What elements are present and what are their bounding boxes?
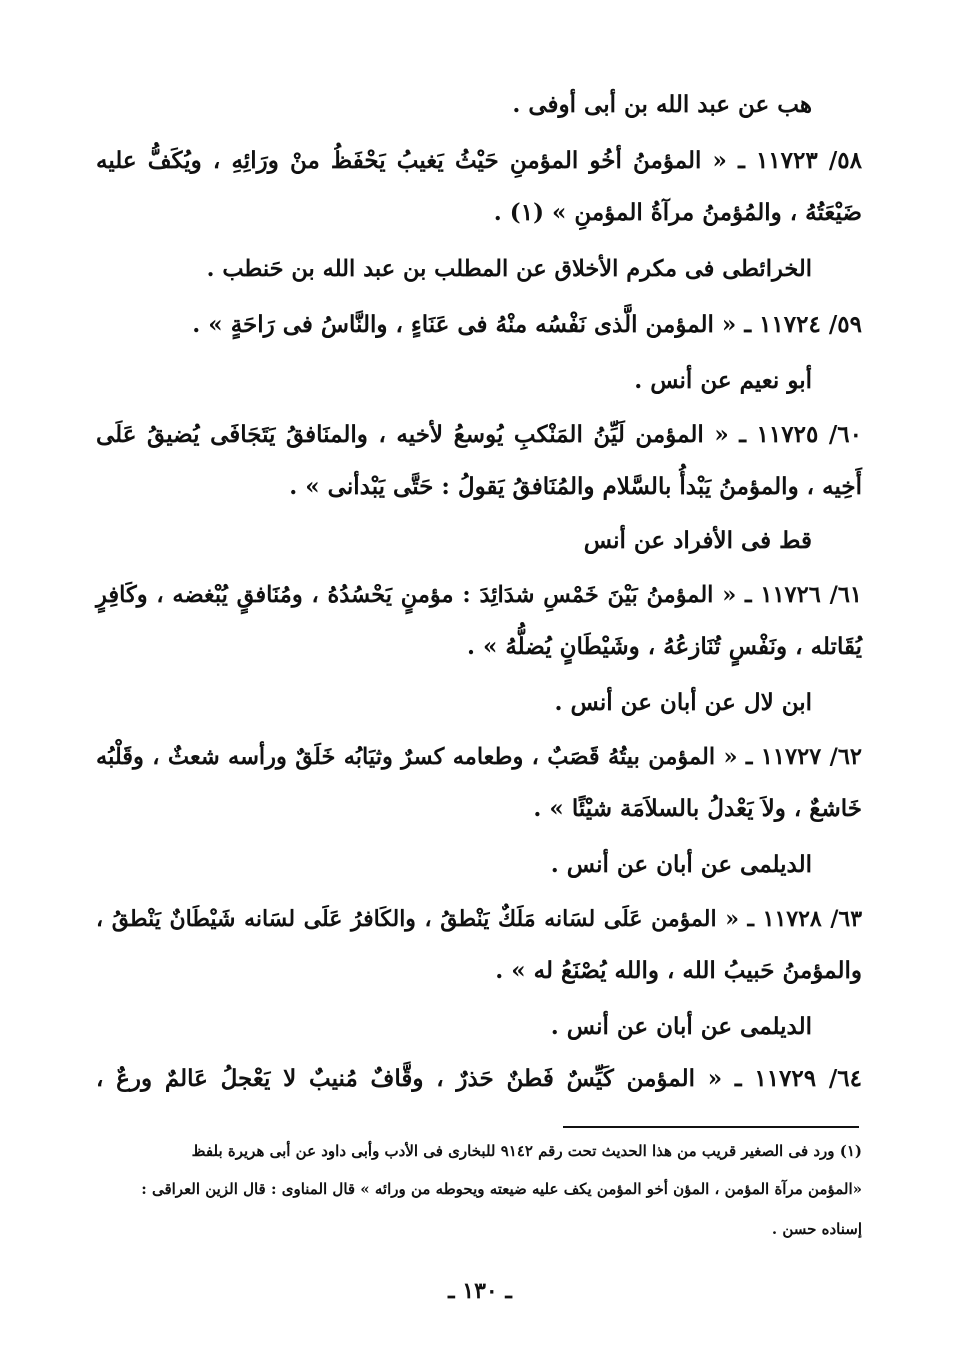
page-number: ـ ١٣٠ ـ <box>448 1278 512 1304</box>
footnote-line: (١) ورد فى الصغير قريب من هذا الحديث تحت رقم ٩١٤٢ للبخارى فى الأدب وأبى داود عن أبى هريرة بلفظ <box>191 1142 862 1160</box>
hadith-line: ٥٨/ ١١٧٢٣ ـ « المؤمنُ أخُو المؤمنِ حَيْثُ يَغيبُ يَحْفَظُ منْ ورَائِهِ ، ويُكَفُّ عليه <box>96 147 862 174</box>
footnote-separator <box>563 1126 859 1128</box>
source-line: الديلمى عن أبان عن أنس . <box>550 1013 812 1040</box>
source-line: هب عن عبد الله بن أبى أوفى . <box>512 91 812 118</box>
hadith-line: ٦٤/ ١١٧٢٩ ـ « المؤمن كَيِّسٌ فَطنٌ حَذرٌ ، وقَّافٌ مُنيبٌ لا يَعْجلُ عَالمٌ ورعٌ ، <box>96 1065 862 1092</box>
hadith-line: ٦١/ ١١٧٢٦ ـ « المؤمنُ بَيْنَ خَمْسِ شدَائِدَ : مؤمنٍ يَحْسُدُهُ ، ومُنَافقٍ يُبْغضه ، وكَافِرٍ <box>96 582 862 608</box>
source-line: قط فى الأفراد عن أنس <box>583 527 812 554</box>
source-line: ابن لال عن أبان عن أنس . <box>554 689 812 716</box>
source-line: أبو نعيم عن أنس . <box>634 367 812 394</box>
hadith-line: ٦٢/ ١١٧٢٧ ـ « المؤمن بيتُهُ قَصَبٌ ، وطعامه كسرٌ وثيَابُه خَلَقٌ ورأسه شعثٌ ، وقَلْبُه <box>96 744 862 770</box>
hadith-line: ٦٣/ ١١٧٢٨ ـ « المؤمن عَلَى لسَانه مَلَكٌ يَنْطقُ ، والكَافرُ عَلَى لسَانه شَيْطَانٌ يَنْطقُ ، <box>96 906 863 932</box>
source-line: الخرائطى فى مكرم الأخلاق عن المطلب بن عبد الله بن حَنطب . <box>206 256 812 282</box>
source-line: الديلمى عن أبان عن أنس . <box>550 851 812 878</box>
hadith-line: ٦٠/ ١١٧٢٥ ـ « المؤمن لَيِّنُ المَنْكبِ يُوسعُ لأخيه ، والمنَافقُ يَتَجَافَى يُضيقُ عَلَى <box>96 421 862 448</box>
footnote-line: «المؤمن مرآة المؤمن ، المؤن أخو المؤمن يكف عليه ضيعته ويحوطه من ورائه » قال المناوى : قال الزين العراقى : <box>141 1180 862 1198</box>
hadith-line: أَخِيه ، والمؤمنُ يَبْدأُ بالسَّلام والمُنَافقُ يَقولُ : حَتَّى يَبْدأنى » . <box>289 473 862 500</box>
hadith-line: يُقَاتله ، ونَفْسٍ تُنَازعُهُ ، وشَيْطَانٍ يُضلُّهُ » . <box>466 633 862 660</box>
hadith-line: خَاشعٌ ، ولاَ يَعْدلُ بالسلاَمَة شيْئًا » . <box>533 795 862 822</box>
hadith-line: ضَيْعَتُهُ ، والمُؤمنُ مرآةُ المؤمنِ » (١) . <box>493 199 862 226</box>
footnote-line: إسناده حسن . <box>771 1220 862 1238</box>
hadith-line: ٥٩/ ١١٧٢٤ ـ « المؤمن الَّذى نَفْسُه منْهُ فى عَنَاءٍ ، والنَّاسُ فى رَاحَةٍ » . <box>192 311 862 338</box>
hadith-line: والمؤمنُ حَبيبُ الله ، والله يُصْنَعُ له » . <box>495 957 862 984</box>
